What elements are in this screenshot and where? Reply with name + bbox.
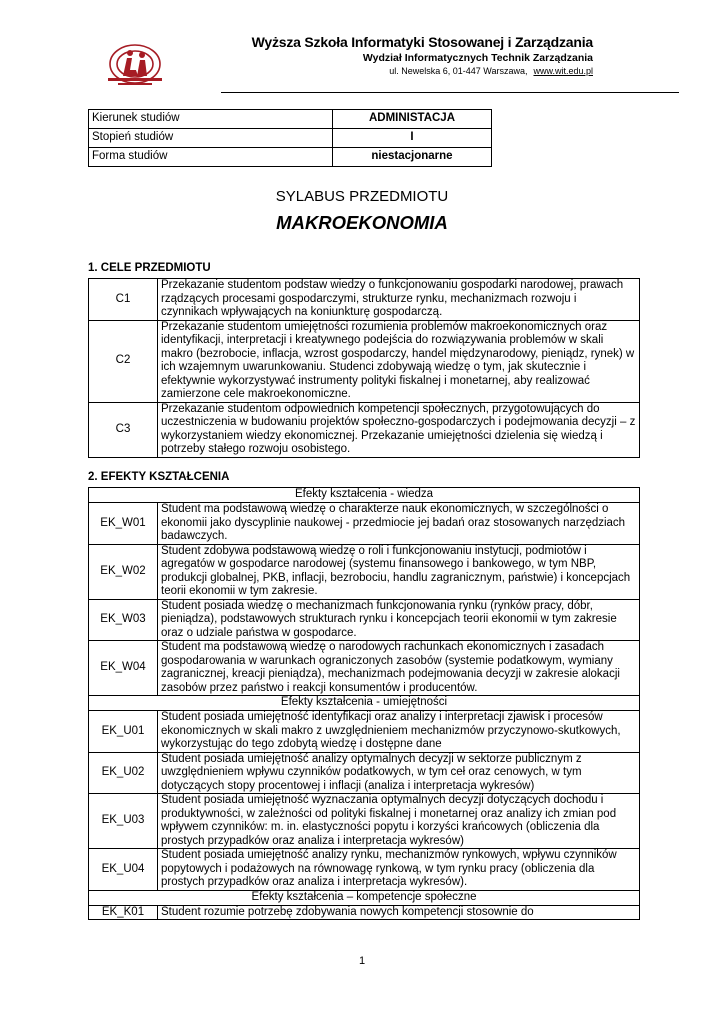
section-heading-goals: 1. CELE PRZEDMIOTU xyxy=(88,262,211,274)
table-row xyxy=(89,110,492,129)
goal-text: Przekazanie studentom odpowiednich kompetencji społecznych, przygotowujących do uczestniczenia w budowaniu projektów społeczno-gospodarczych i podejmowania decyzji – z wykorzystaniem wiedzy ekonomicznej. Przekazanie umiejętności dzielenia się wiedzą i potrzeby stałego rozwoju osobistego. xyxy=(158,402,640,457)
table-row xyxy=(89,696,640,711)
table-row xyxy=(89,279,640,321)
effect-code: EK_U01 xyxy=(89,711,158,753)
document-header xyxy=(88,34,593,94)
effect-code: EK_W01 xyxy=(89,503,158,545)
effect-code: EK_U03 xyxy=(89,794,158,849)
effect-text: Student zdobywa podstawową wiedzę o roli i funkcjonowaniu instytucji, podmiotów i agregatów w gospodarce narodowej (systemu finansowego i bankowego, w tym NBP, produkcji globalnej, PKB, inflacji, bezrobociu, handlu zagranicznym, państwie) i koncepcjach teorii ekonomii w tym zakresie. xyxy=(158,544,640,599)
goal-code: C1 xyxy=(89,279,158,321)
page-number: 1 xyxy=(358,955,366,967)
table-row xyxy=(89,488,640,503)
goal-code: C2 xyxy=(89,320,158,402)
effect-text: Student posiada wiedzę o mechanizmach funkcjonowania rynku (rynków pracy, dóbr, pieniądza), podstawowych strukturach rynku i koncepcjach teorii ekonomii w tym zakresie oraz o udziale państwa w gospodarce. xyxy=(158,599,640,641)
syllabus-title: SYLABUS PRZEDMIOTU xyxy=(275,188,449,205)
effect-code: EK_W03 xyxy=(89,599,158,641)
info-value: niestacjonarne xyxy=(333,148,492,167)
website-link[interactable]: www.wit.edu.pl xyxy=(533,66,593,76)
effect-code: EK_K01 xyxy=(89,905,158,920)
effect-text: Student ma podstawową wiedzę o charakterze nauk ekonomicznych, w szczególności o ekonomii jako dyscyplinie naukowej - przedmiocie jej badań oraz stosowanych narzędziach badawczych. xyxy=(158,503,640,545)
goal-text: Przekazanie studentom umiejętności rozumienia problemów makroekonomicznych oraz identyfikacji, interpretacji i kreatywnego podejścia do rozwiązywania problemów w skali makro (bezrobocie, inflacja, wzrost gospodarczy, handel międzynarodowy, pieniądz, rynek) w ich wzajemnym uwarunkowaniu. Studenci zdobywają wiedzę o tym, jak skutecznie i efektywnie wykorzystywać instrumenty polityki fiskalnej i monetarnej, aby realizować zamierzone cele makroekonomiczne. xyxy=(158,320,640,402)
effect-text: Student posiada umiejętność analizy rynku, mechanizmów rynkowych, wpływu czynników popytowych i podażowych na równowagę rynkową, w tym rynku pracy (obliczenia dla prostych przypadków oraz analiza i interpretacja wykresów). xyxy=(158,849,640,891)
table-row xyxy=(89,402,640,457)
table-row xyxy=(89,849,640,891)
address-text: ul. Newelska 6, 01-447 Warszawa, xyxy=(389,66,528,76)
effect-text: Student ma podstawową wiedzę o narodowych rachunkach ekonomicznych i zasadach gospodarowania w warunkach ograniczonych zasobów (systemie podatkowym, wymiany zagranicznej, kreacji pieniądza), mechanizmach podejmowania decyzji w zakresie alokacji zasobów przez państwo i reakcji konsumentów i producentów. xyxy=(158,641,640,696)
effect-code: EK_W02 xyxy=(89,544,158,599)
table-row xyxy=(89,890,640,905)
info-value: I xyxy=(333,129,492,148)
table-row xyxy=(89,905,640,920)
goal-code: C3 xyxy=(89,402,158,457)
effect-code: EK_W04 xyxy=(89,641,158,696)
table-row xyxy=(89,599,640,641)
subject-title: MAKROEKONOMIA xyxy=(276,212,448,233)
effect-text: Student rozumie potrzebę zdobywania nowych kompetencji stosownie do xyxy=(158,905,640,920)
effect-text: Student posiada umiejętność analizy optymalnych decyzji w sektorze publicznym z uwzględnieniem wpływu czynników podatkowych, w tym ceł oraz cenowych, w tym dotyczących stopy procentowej i inflacji (analiza i interpretacja wykresów) xyxy=(158,752,640,794)
goals-table xyxy=(88,278,640,458)
group-header-knowledge: Efekty kształcenia - wiedza xyxy=(89,488,640,503)
school-logo-icon xyxy=(106,42,164,92)
info-label: Forma studiów xyxy=(89,148,333,167)
table-row xyxy=(89,544,640,599)
group-header-competences: Efekty kształcenia – kompetencje społeczne xyxy=(89,890,640,905)
effect-code: EK_U04 xyxy=(89,849,158,891)
table-row xyxy=(89,794,640,849)
school-name: Wyższa Szkoła Informatyki Stosowanej i Zarządzania xyxy=(251,34,593,50)
header-divider xyxy=(221,92,679,93)
info-label: Stopień studiów xyxy=(89,129,333,148)
header-text xyxy=(218,34,593,78)
section-heading-effects: 2. EFEKTY KSZTAŁCENIA xyxy=(88,471,230,483)
effects-table xyxy=(88,487,640,920)
table-row xyxy=(89,641,640,696)
school-address xyxy=(218,65,593,78)
study-info-table xyxy=(88,109,492,167)
table-row xyxy=(89,320,640,402)
department-name: Wydział Informatycznych Technik Zarządzania xyxy=(362,52,593,64)
effect-code: EK_U02 xyxy=(89,752,158,794)
effect-text: Student posiada umiejętność wyznaczania optymalnych decyzji dotyczących dochodu i produktywności, w zależności od polityki fiskalnej i monetarnej oraz analizy ich zmian pod wpływem czynników: m. in. elastyczności popytu i korzyści krańcowych (obliczenia dla prostych przypadków oraz analiza i interpretacja wykresów) xyxy=(158,794,640,849)
table-row xyxy=(89,503,640,545)
info-value: ADMINISTACJA xyxy=(333,110,492,129)
info-label: Kierunek studiów xyxy=(89,110,333,129)
table-row xyxy=(89,148,492,167)
group-header-skills: Efekty kształcenia - umiejętności xyxy=(89,696,640,711)
effect-text: Student posiada umiejętność identyfikacji oraz analizy i interpretacji zjawisk i procesów ekonomicznych w skali makro z uwzględnieniem mechanizmów przyczynowo-skutkowych, wykorzystując do tego zdobytą wiedzę i dostępne dane xyxy=(158,711,640,753)
goal-text: Przekazanie studentom podstaw wiedzy o funkcjonowaniu gospodarki narodowej, prawach rządzących procesami gospodarczymi, strukturze rynku, mechanizmach rozwoju i czynnikach wpływających na koniunkturę gospodarczą. xyxy=(158,279,640,321)
table-row xyxy=(89,711,640,753)
table-row xyxy=(89,129,492,148)
table-row xyxy=(89,752,640,794)
